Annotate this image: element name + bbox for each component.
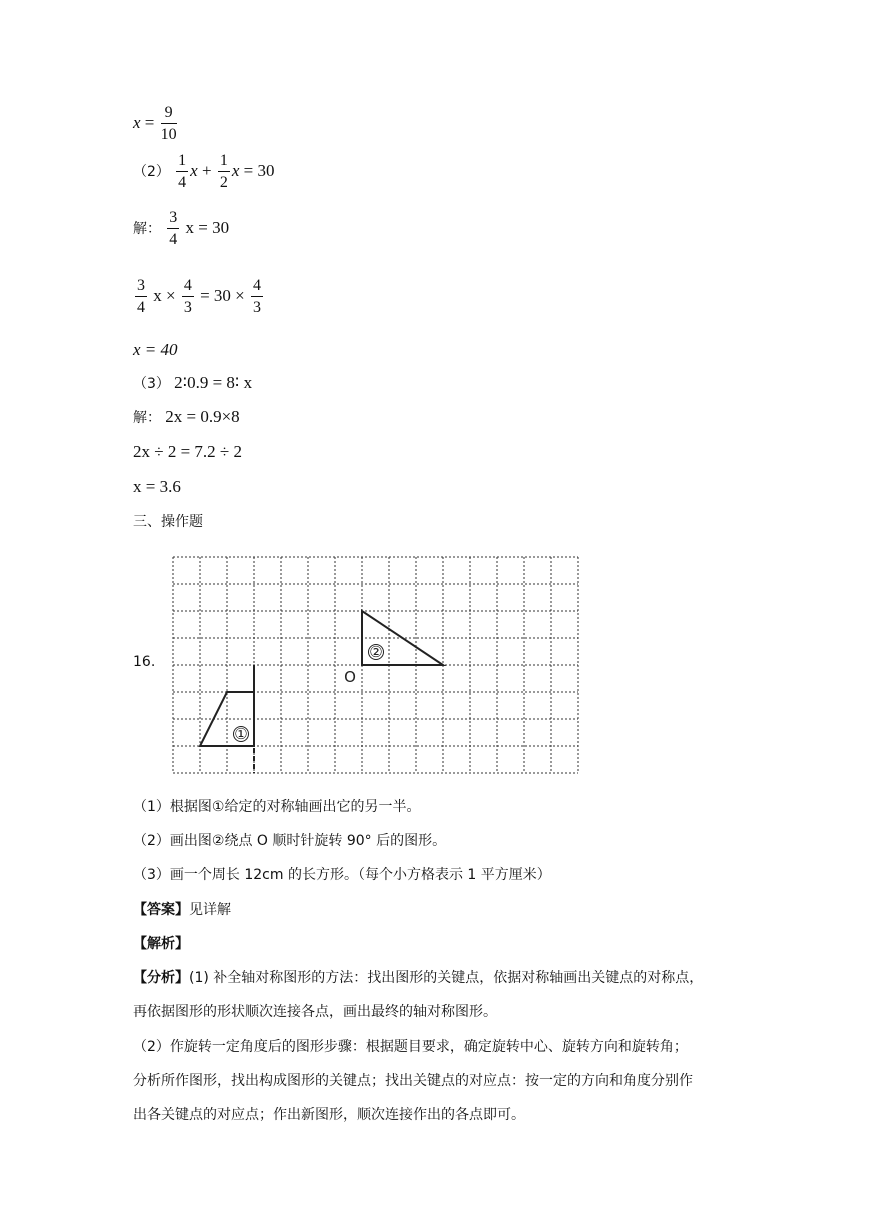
denominator: 4	[178, 174, 187, 191]
math-variable: x	[133, 112, 141, 132]
grid-figure	[170, 554, 582, 776]
math-expression: x ×	[153, 285, 176, 305]
numerator: 4	[251, 278, 263, 297]
analysis-text: （2）作旋转一定角度后的图形步骤：根据题目要求，确定旋转中心、旋转方向和旋转角；	[133, 1039, 688, 1055]
analysis-text: (1) 补全轴对称图形的方法：找出图形的关键点，依据对称轴画出关键点的对称点，	[189, 970, 704, 986]
equation-line	[133, 373, 252, 393]
question-part-1: （1）根据图①给定的对称轴画出它的另一半。	[133, 799, 421, 815]
denominator: 10	[160, 126, 177, 143]
solution-label: 解：	[133, 410, 161, 426]
denominator: 2	[219, 174, 228, 191]
denominator: 3	[253, 299, 262, 316]
denominator: 4	[169, 231, 178, 248]
rotation-center-label: O	[344, 668, 356, 686]
answer-text: 见详解	[189, 902, 231, 918]
equation-line: x = 3.6	[133, 477, 181, 496]
fraction	[251, 278, 263, 316]
math-variable: x	[190, 160, 198, 180]
numerator: 3	[135, 278, 147, 297]
math-expression: = 30 ×	[200, 285, 245, 305]
analysis-text: 再依据图形的形状顺次连接各点，画出最终的轴对称图形。	[133, 1004, 497, 1020]
fraction	[176, 153, 188, 191]
denominator: 4	[137, 299, 145, 316]
equation-line	[133, 210, 229, 248]
analysis-text: 出各关键点的对应点；作出新图形，顺次连接作出的各点即可。	[133, 1107, 525, 1123]
question-number: 16.	[133, 654, 156, 670]
item-label: （3）	[133, 376, 170, 392]
answer-tag: 【答案】	[133, 902, 189, 918]
fraction	[135, 278, 147, 316]
equation-line	[133, 105, 179, 143]
math-expression: x = 30	[185, 217, 230, 237]
section-title: 三、操作题	[133, 514, 203, 530]
analysis-paragraph-1	[133, 967, 703, 987]
fraction	[182, 278, 194, 316]
math-variable: x	[231, 160, 240, 180]
equation-line: 2x ÷ 2 = 7.2 ÷ 2	[133, 442, 242, 461]
equation-line: x = 40	[133, 340, 178, 359]
fraction	[218, 153, 230, 191]
question-part-3: （3）画一个周长 12cm 的长方形。（每个小方格表示 1 平方厘米）	[133, 867, 551, 883]
math-operator: +	[201, 160, 212, 180]
numerator: 1	[218, 153, 230, 172]
item-label: （2）	[133, 163, 170, 180]
analysis-text: 分析所作图形，找出构成图形的关键点；找出关键点的对应点：按一定的方向和角度分别作	[133, 1073, 693, 1089]
label-1: ①	[234, 725, 248, 743]
math-expression: = 30	[243, 160, 275, 180]
math-operator: =	[144, 112, 155, 132]
numerator: 1	[176, 153, 188, 172]
answer-line	[133, 899, 231, 919]
label-2: ②	[369, 643, 383, 661]
numerator: 9	[161, 105, 177, 124]
fraction	[161, 105, 177, 143]
fraction	[167, 210, 179, 248]
math-expression: 2∶0.9 = 8∶ x	[174, 373, 253, 392]
math-expression: 2x = 0.9×8	[165, 407, 240, 426]
numerator: 4	[182, 278, 194, 297]
analysis-heading: 【解析】	[133, 936, 189, 952]
equation-line	[133, 278, 265, 316]
denominator: 3	[183, 299, 192, 316]
solution-label: 解：	[133, 220, 161, 237]
question-part-2: （2）画出图②绕点 O 顺时针旋转 90° 后的图形。	[133, 833, 447, 849]
equation-line	[133, 153, 274, 191]
equation-line	[133, 407, 240, 427]
analysis-tag: 【分析】	[133, 970, 189, 986]
numerator: 3	[167, 210, 179, 229]
